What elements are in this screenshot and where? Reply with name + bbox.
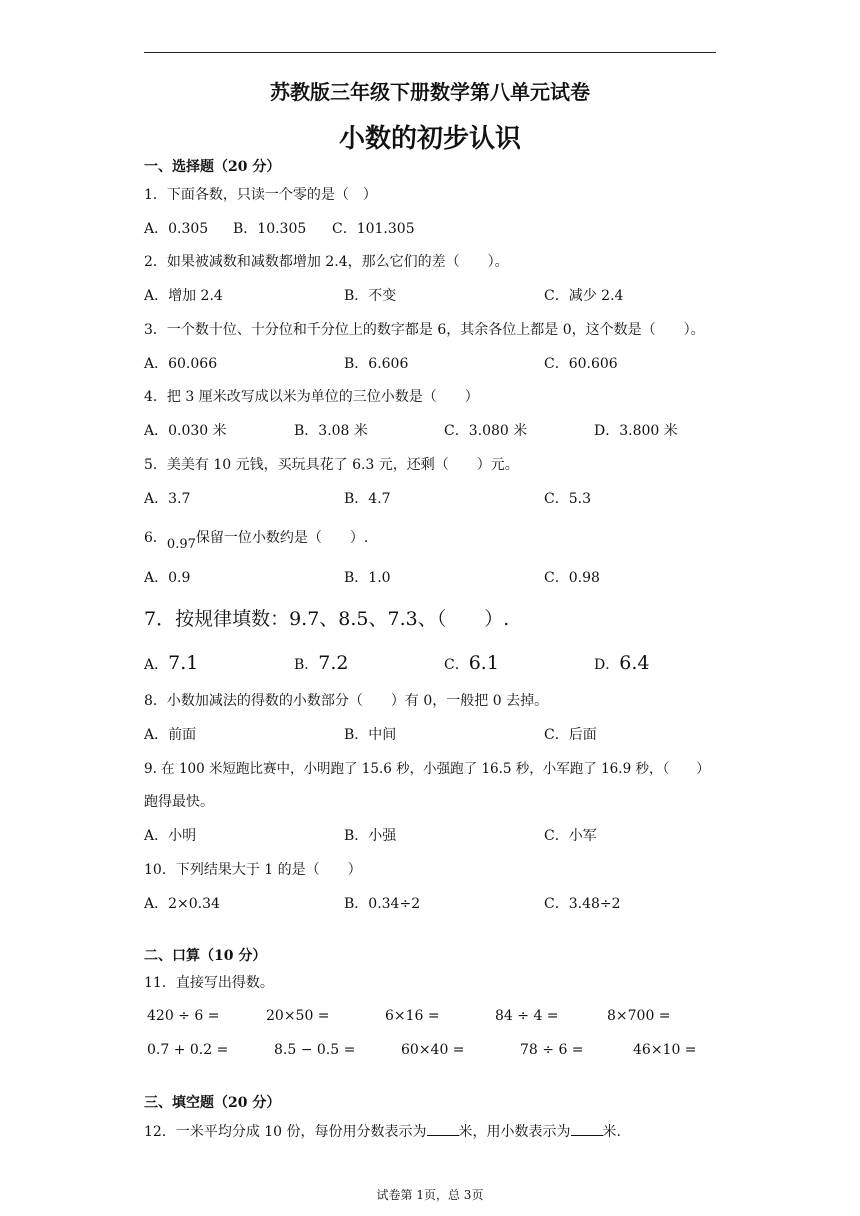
page-footer: 试卷第 1页，总 3页: [376, 1188, 484, 1202]
calc-item: 8.5 − 0.5 =: [274, 1042, 356, 1058]
q7-option-d-value: 6.4: [619, 652, 650, 674]
question-5-stem: 5．美美有 10 元钱，买玩具花了 6.3 元，还剩（ ）元。: [144, 457, 519, 473]
q9-option-b: B．小强: [344, 828, 397, 844]
q7-option-a-value: 7.1: [168, 652, 199, 674]
calc-item: 78 ÷ 6 =: [520, 1042, 584, 1058]
q12-part1: 12．一米平均分成 10 份，每份用分数表示为: [144, 1124, 427, 1140]
question-11-stem: 11．直接写出得数。: [144, 975, 274, 991]
q2-option-b: B．不变: [344, 288, 397, 304]
question-3-stem: 3．一个数十位、十分位和千分位上的数字都是 6，其余各位上都是 0，这个数是（ ）。: [144, 322, 705, 338]
question-9-stem: 9. 在 100 米短跑比赛中，小明跑了 15.6 秒，小强跑了 16.5 秒，小军跑了 16.9 秒，（ ）: [144, 761, 710, 777]
q1-option-a: A．0.305: [144, 221, 209, 237]
q7-option-d-letter: D．: [594, 657, 620, 673]
q1-option-b: B．10.305: [233, 221, 307, 237]
q10-option-c: C．3.48÷2: [544, 896, 621, 912]
q6-option-a: A．0.9: [144, 570, 191, 586]
section-3-heading: 三、填空题（20 分）: [144, 1095, 281, 1111]
calc-item: 0.7 + 0.2 =: [147, 1042, 229, 1058]
q5-option-c: C．5.3: [544, 491, 591, 507]
question-10-stem: 10．下列结果大于 1 的是（ ）: [144, 862, 362, 878]
q6-suffix: 保留一位小数约是（ ）.: [195, 530, 369, 546]
q4-option-b: B．3.08 米: [294, 423, 368, 439]
q7-option-b: [294, 650, 349, 678]
q12-part2: 米，用小数表示为: [458, 1124, 571, 1140]
q8-option-c: C．后面: [544, 727, 597, 743]
q3-option-a: A．60.066: [144, 356, 218, 372]
question-7-stem: 7．按规律填数：9.7、8.5、7.3、（ ）.: [144, 608, 510, 630]
header-rule: [144, 52, 716, 53]
q2-option-c: C．减少 2.4: [544, 288, 624, 304]
question-9-stem-continued: 跑得最快。: [144, 794, 214, 810]
question-4-stem: 4．把 3 厘米改写成以米为单位的三位小数是（ ）: [144, 389, 479, 405]
calc-item: 60×40 =: [401, 1042, 465, 1058]
q7-option-c: [444, 650, 499, 678]
question-6-stem: [144, 528, 369, 552]
calc-item: 420 ÷ 6 =: [147, 1008, 220, 1024]
exam-subtitle: 小数的初步认识: [338, 124, 521, 154]
q6-option-b: B．1.0: [344, 570, 391, 586]
calc-item: 84 ÷ 4 =: [495, 1008, 559, 1024]
q5-option-a: A．3.7: [144, 491, 191, 507]
q6-repeating-decimal: 0.97: [166, 537, 196, 552]
question-2-stem: 2．如果被减数和减数都增加 2.4，那么它们的差（ ）。: [144, 254, 509, 270]
q4-option-d: D．3.800 米: [594, 423, 678, 439]
q3-option-b: B．6.606: [344, 356, 409, 372]
section-1-heading: 一、选择题（20 分）: [144, 159, 281, 175]
q7-option-b-value: 7.2: [318, 652, 349, 674]
q2-option-a: A．增加 2.4: [144, 288, 223, 304]
q3-option-c: C．60.606: [544, 356, 618, 372]
q8-option-a: A．前面: [144, 727, 197, 743]
answer-blank[interactable]: [571, 1121, 603, 1136]
answer-blank[interactable]: [427, 1121, 459, 1136]
q7-option-c-value: 6.1: [468, 652, 499, 674]
q6-option-c: C．0.98: [544, 570, 600, 586]
q5-option-b: B．4.7: [344, 491, 391, 507]
q8-option-b: B．中间: [344, 727, 397, 743]
exam-title: 苏教版三年级下册数学第八单元试卷: [270, 80, 590, 104]
question-8-stem: 8．小数加减法的得数的小数部分（ ）有 0，一般把 0 去掉。: [144, 693, 549, 709]
question-12-stem: [144, 1121, 621, 1142]
calc-item: 46×10 =: [633, 1042, 697, 1058]
section-2-heading: 二、口算（10 分）: [144, 948, 267, 964]
q10-option-a: A．2×0.34: [144, 896, 220, 912]
q7-option-b-letter: B．: [294, 657, 319, 673]
calc-item: 20×50 =: [266, 1008, 330, 1024]
q9-option-a: A．小明: [144, 828, 197, 844]
q7-option-a-letter: A．: [144, 657, 169, 673]
q6-prefix: 6．: [144, 530, 167, 546]
calc-item: 6×16 =: [385, 1008, 440, 1024]
q12-part3: 米.: [602, 1124, 621, 1140]
q10-option-b: B．0.34÷2: [344, 896, 421, 912]
q7-option-d: [594, 650, 649, 678]
q4-option-a: A．0.030 米: [144, 423, 227, 439]
question-1-stem: 1．下面各数，只读一个零的是（ ）: [144, 187, 377, 203]
calc-item: 8×700 =: [607, 1008, 671, 1024]
q7-option-a: [144, 650, 198, 678]
q1-option-c: C．101.305: [332, 221, 415, 237]
q7-option-c-letter: C．: [444, 657, 469, 673]
q4-option-c: C．3.080 米: [444, 423, 528, 439]
q9-option-c: C．小军: [544, 828, 597, 844]
